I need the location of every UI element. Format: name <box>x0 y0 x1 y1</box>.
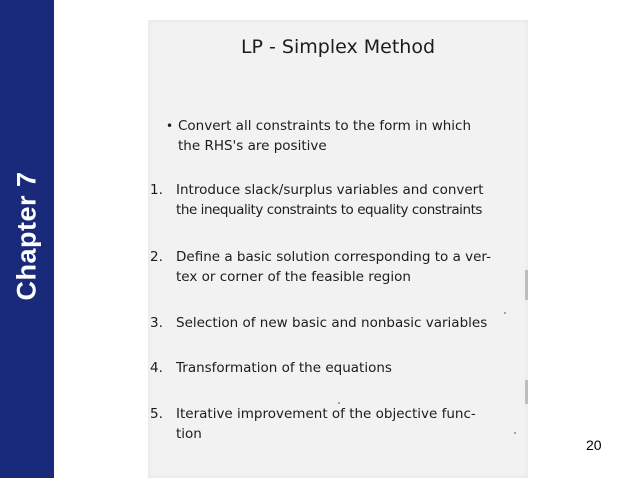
step-number: 4. <box>150 360 163 376</box>
scan-speck <box>514 432 516 434</box>
step-line: Transformation of the equations <box>176 360 392 376</box>
step-line: Define a basic solution corresponding to a ver- <box>176 249 491 265</box>
scan-speck <box>338 402 340 404</box>
scan-edge-smudge <box>525 270 528 300</box>
scan-speck <box>504 312 506 314</box>
chapter-label: Chapter 7 <box>11 171 42 301</box>
bullet-mark: • <box>166 119 174 133</box>
scan-edge-smudge <box>525 380 528 404</box>
step-number: 5. <box>150 406 163 422</box>
scanned-page <box>148 20 528 478</box>
step-line: tex or corner of the feasible region <box>176 269 411 285</box>
page-title: LP - Simplex Method <box>240 36 436 58</box>
step-line: Selection of new basic and nonbasic variables <box>176 315 488 331</box>
bullet-line: Convert all constraints to the form in which <box>178 118 472 134</box>
step-number: 2. <box>150 249 163 265</box>
chapter-sidebar <box>0 0 54 478</box>
step-line: Iterative improvement of the objective func- <box>176 406 476 422</box>
step-line: Introduce slack/surplus variables and convert <box>176 182 484 198</box>
step-line: the inequality constraints to equality constraints <box>176 202 482 218</box>
step-number: 3. <box>150 315 163 331</box>
page-number: 20 <box>586 437 602 453</box>
step-line: tion <box>176 426 202 442</box>
bullet-line: the RHS's are positive <box>178 138 327 154</box>
step-number: 1. <box>150 182 163 198</box>
